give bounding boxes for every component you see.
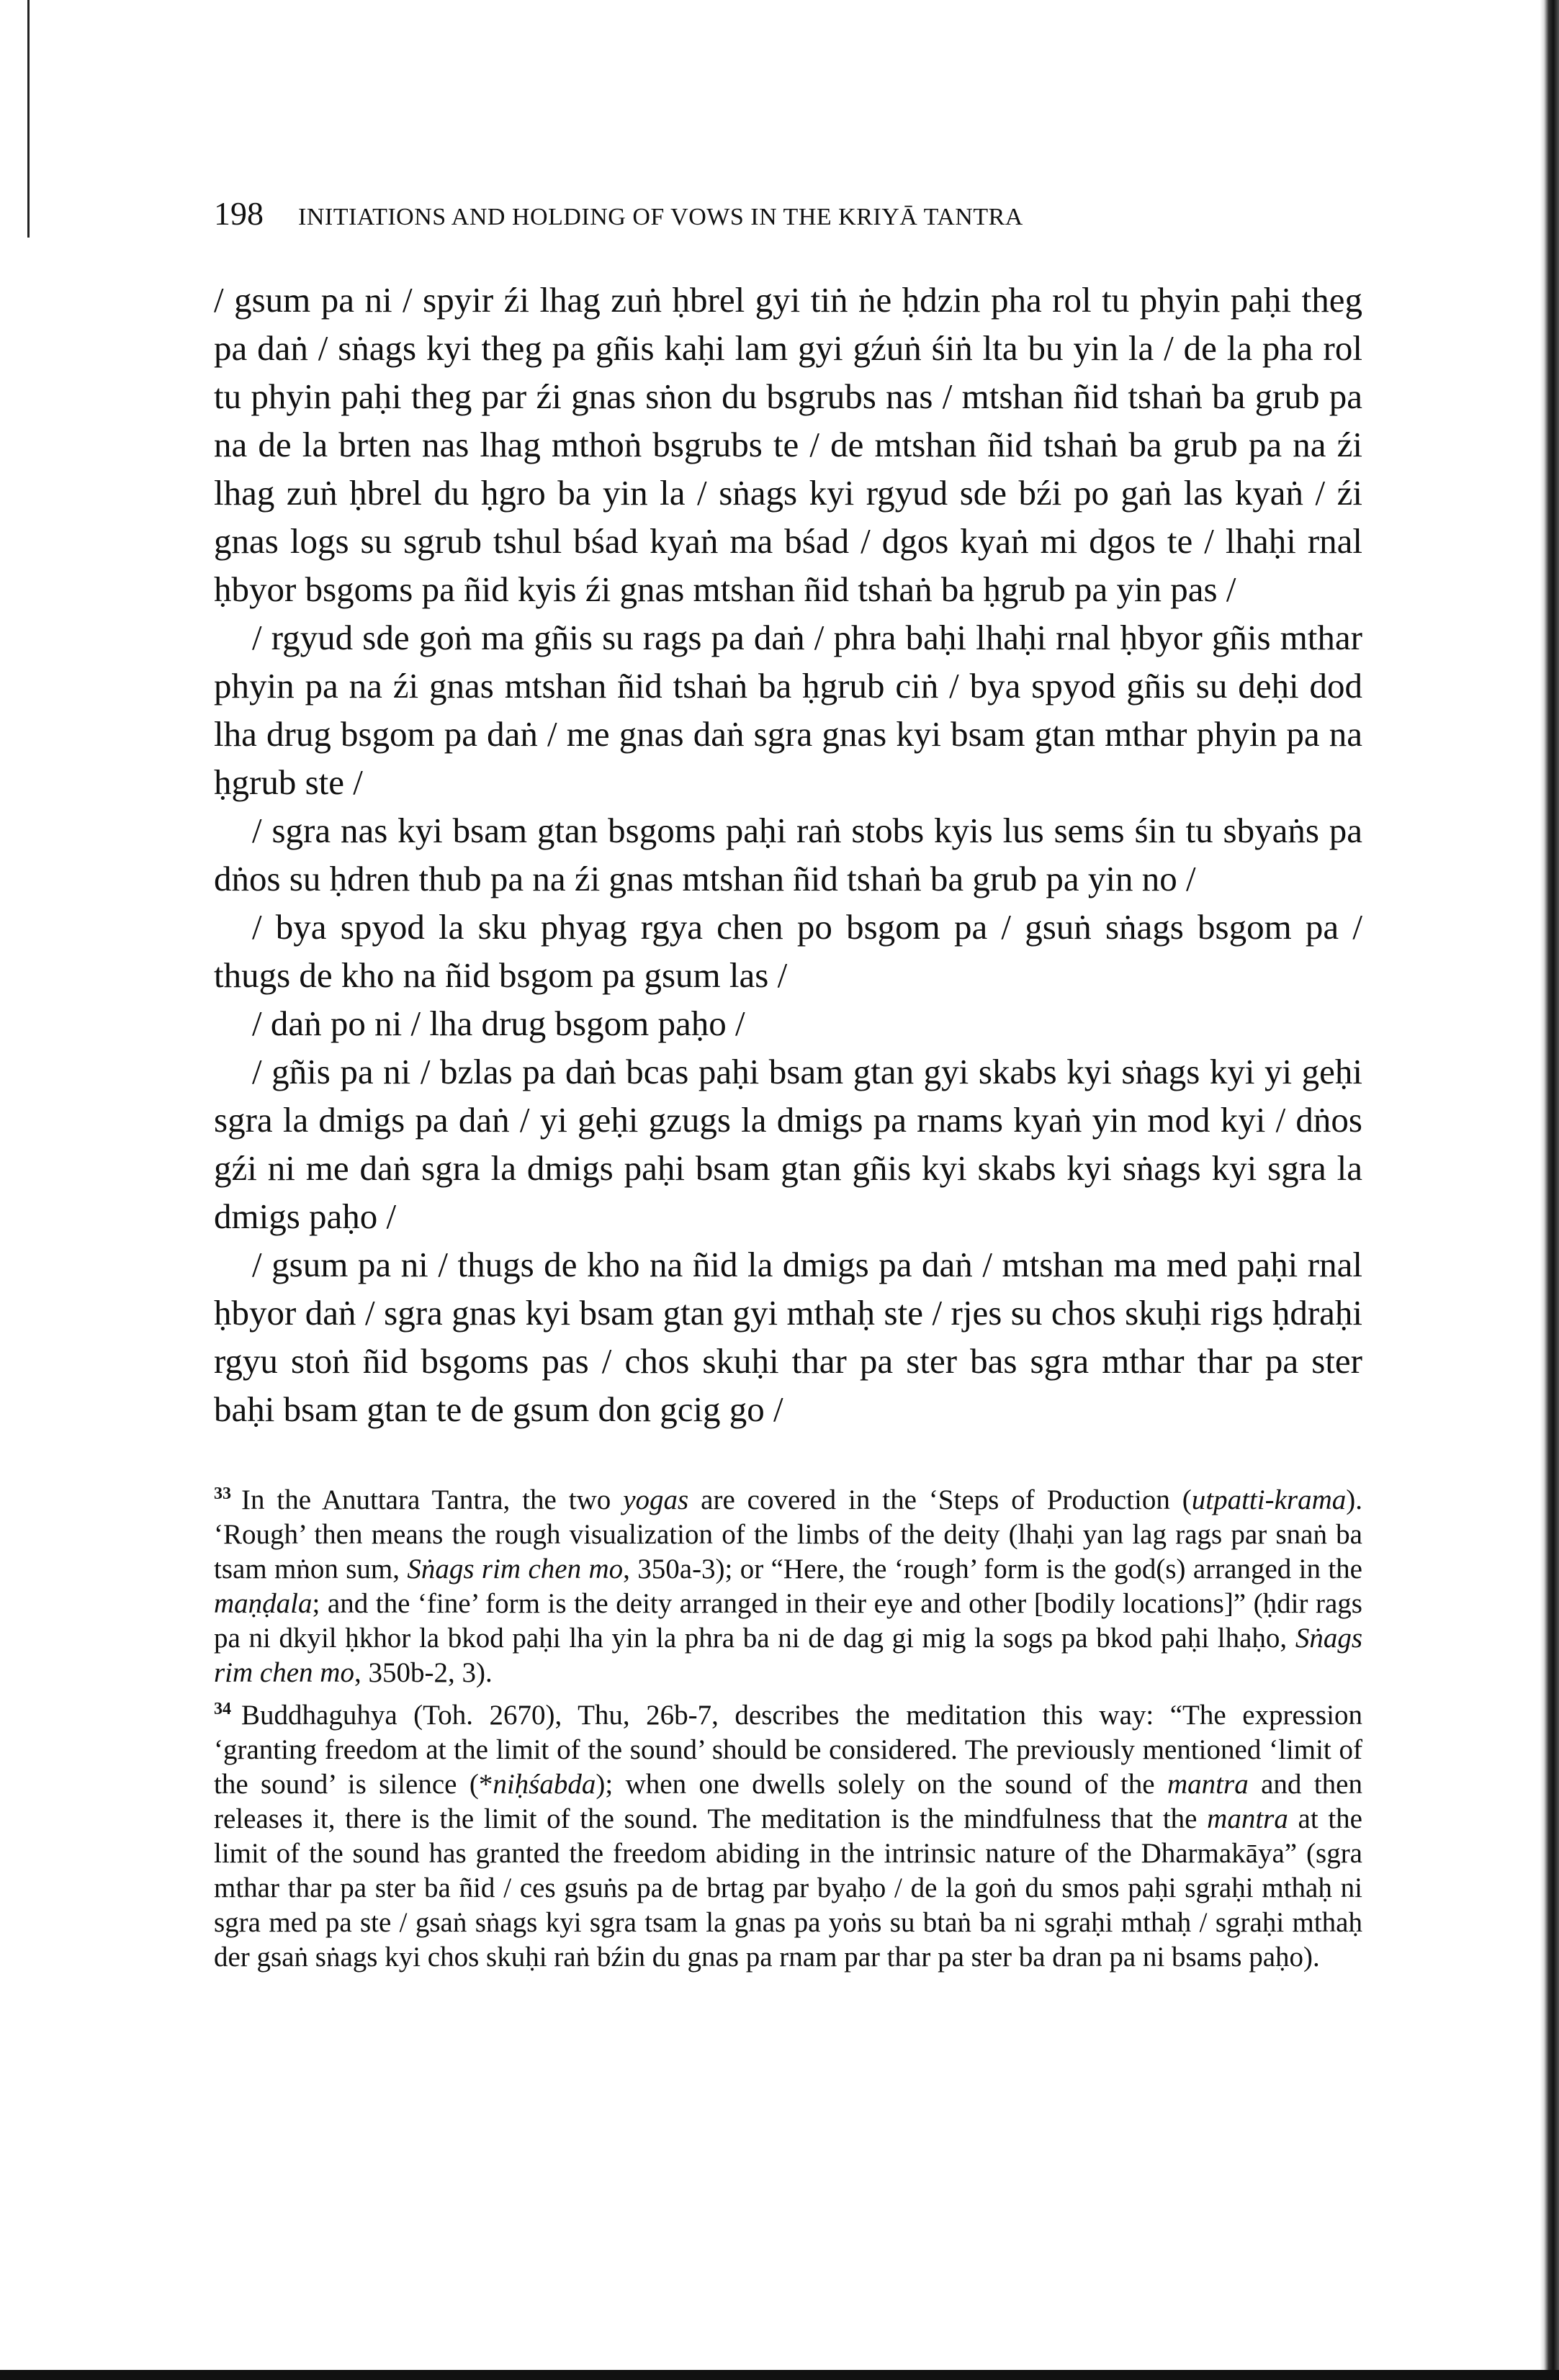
footnotes xyxy=(214,1477,1362,1975)
footnote-italic-run: niḥśabda xyxy=(493,1769,596,1800)
footnote xyxy=(214,1692,1362,1975)
footnote-run: ; and the ‘fine’ form is the deity arranged in their eye and other [bodily locations]” (ḥdir rags pa ni dkyil ḥkhor la bkod paḥi lha yin la phra ba ni de dag gi mig la sogs pa bkod paḥi lhaḥo, xyxy=(214,1588,1362,1654)
footnote-run: are covered in the ‘Steps of Production ( xyxy=(688,1484,1192,1515)
paragraph: / rgyud sde goṅ ma gñis su rags pa daṅ / phra baḥi lhaḥi rnal ḥbyor gñis mthar phyin pa na źi gnas mtshan ñid tshaṅ ba ḥgrub ciṅ / bya spyod gñis su deḥi dod lha drug bsgom pa daṅ / me gnas daṅ sgra gnas kyi bsam gtan mthar phyin pa na ḥgrub ste / xyxy=(214,618,1362,802)
paragraph: / gsum pa ni / spyir źi lhag zuṅ ḥbrel gyi tiṅ ṅe ḥdzin pha rol tu phyin paḥi theg pa daṅ / sṅags kyi theg pa gñis kaḥi lam gyi gźuṅ śiṅ lta bu yin la / de la pha rol tu phyin paḥi theg par źi gnas sṅon du bsgrubs nas / mtshan ñid tshaṅ ba grub pa na de la brten nas lhag mthoṅ bsgrubs te / de mtshan ñid tshaṅ ba grub pa na źi lhag zuṅ ḥbrel du ḥgro ba yin la / sṅags kyi rgyud sde bźi po gaṅ las kyaṅ / źi gnas logs su sgrub tshul bśad kyaṅ ma bśad / dgos kyaṅ mi dgos te / lhaḥi rnal ḥbyor bsgoms pa ñid kyis źi gnas mtshan ñid tshaṅ ba ḥgrub pa yin pas / xyxy=(214,280,1362,609)
page-number: 198 xyxy=(214,195,264,232)
footnote-italic-run: utpatti-krama xyxy=(1191,1484,1347,1515)
footnote-number: 33 xyxy=(214,1484,231,1503)
footnote-text xyxy=(214,1484,1362,1688)
footnote-text xyxy=(214,1700,1362,1973)
scan-left-line xyxy=(27,0,30,238)
footnote-run: at the limit of the sound has granted the freedom abiding in the intrinsic nature of the Dharmakāya” (sgra mthar thar pa ster ba ñid / ces gsuṅs pa de brtag par byaḥo / de la goṅ du smos paḥi sgraḥi mthaḥ ni sgra med pa ste / gsaṅ sṅags kyi sgra tsam la gnas pa yoṅs su btaṅ ba ni sgraḥi mthaḥ / sgraḥi mthaḥ der gsaṅ sṅags kyi chos skuḥi raṅ bźin du gnas pa rnam par thar pa ster ba dran pa ni bsams paḥo). xyxy=(214,1803,1362,1973)
footnote-run: ). ‘Rough’ then means the rough visualization of the limbs of the deity (lhaḥi yan lag rags par snaṅ ba tsam mṅon sum, xyxy=(214,1484,1362,1585)
footnote-run: In the Anuttara Tantra, the two xyxy=(241,1484,624,1515)
footnote-italic-run: yogas xyxy=(623,1484,689,1515)
paragraph: / gsum pa ni / thugs de kho na ñid la dmigs pa daṅ / mtshan ma med paḥi rnal ḥbyor daṅ / sgra gnas kyi bsam gtan gyi mthaḥ ste / rjes su chos skuḥi rigs ḥdraḥi rgyu stoṅ ñid bsgoms pas / chos skuḥi thar pa ster bas sgra mthar thar pa ster baḥi bsam gtan te de gsum don gcig go / xyxy=(214,1245,1362,1429)
footnote-italic-run: Sṅags rim chen mo xyxy=(407,1554,624,1585)
footnote-italic-run: Sṅags rim chen mo xyxy=(214,1623,1362,1688)
footnote-italic-run: mantra xyxy=(1207,1803,1288,1834)
running-title: INITIATIONS AND HOLDING OF VOWS IN THE KRIYĀ TANTRA xyxy=(298,204,1023,230)
book-page xyxy=(214,194,1362,1975)
footnote-run: Buddhaguhya (Toh. 2670), Thu, 26b-7, describes the meditation this way: “The expression ‘granting freedom at the limit of the sound’ should be considered. The previously mentioned ‘limit of the sound’ is silence (* xyxy=(214,1700,1362,1800)
paragraph: / daṅ po ni / lha drug bsgom paḥo / xyxy=(252,1004,745,1043)
scan-right-edge xyxy=(1540,0,1559,2380)
main-text xyxy=(214,276,1362,1433)
footnote-run: , 350b-2, 3). xyxy=(354,1657,493,1688)
footnote xyxy=(214,1477,1362,1690)
paragraph: / bya spyod la sku phyag rgya chen po bsgom pa / gsuṅ sṅags bsgom pa / thugs de kho na ñid bsgom pa gsum las / xyxy=(214,907,1362,995)
running-header xyxy=(214,194,1362,233)
footnote-run: and then releases it, there is the limit of the sound. The meditation is the mindfulness that the xyxy=(214,1769,1362,1834)
scan-bottom-edge xyxy=(0,2370,1559,2380)
paragraph: / gñis pa ni / bzlas pa daṅ bcas paḥi bsam gtan gyi skabs kyi sṅags kyi yi geḥi sgra la dmigs pa daṅ / yi geḥi gzugs la dmigs pa rnams kyaṅ yin mod kyi / dṅos gźi ni me daṅ sgra la dmigs paḥi bsam gtan gñis kyi skabs kyi sṅags kyi sgra la dmigs paḥo / xyxy=(214,1052,1362,1236)
footnote-run: , 350a-3); or “Here, the ‘rough’ form is the god(s) arranged in the xyxy=(623,1554,1362,1585)
paragraph: / sgra nas kyi bsam gtan bsgoms paḥi raṅ stobs kyis lus sems śin tu sbyaṅs pa dṅos su ḥdren thub pa na źi gnas mtshan ñid tshaṅ ba grub pa yin no / xyxy=(214,811,1362,898)
footnote-run: ); when one dwells solely on the sound of the xyxy=(596,1769,1168,1800)
footnote-number: 34 xyxy=(214,1700,231,1718)
footnote-italic-run: mantra xyxy=(1167,1769,1249,1800)
footnote-italic-run: maṇḍala xyxy=(214,1588,313,1619)
